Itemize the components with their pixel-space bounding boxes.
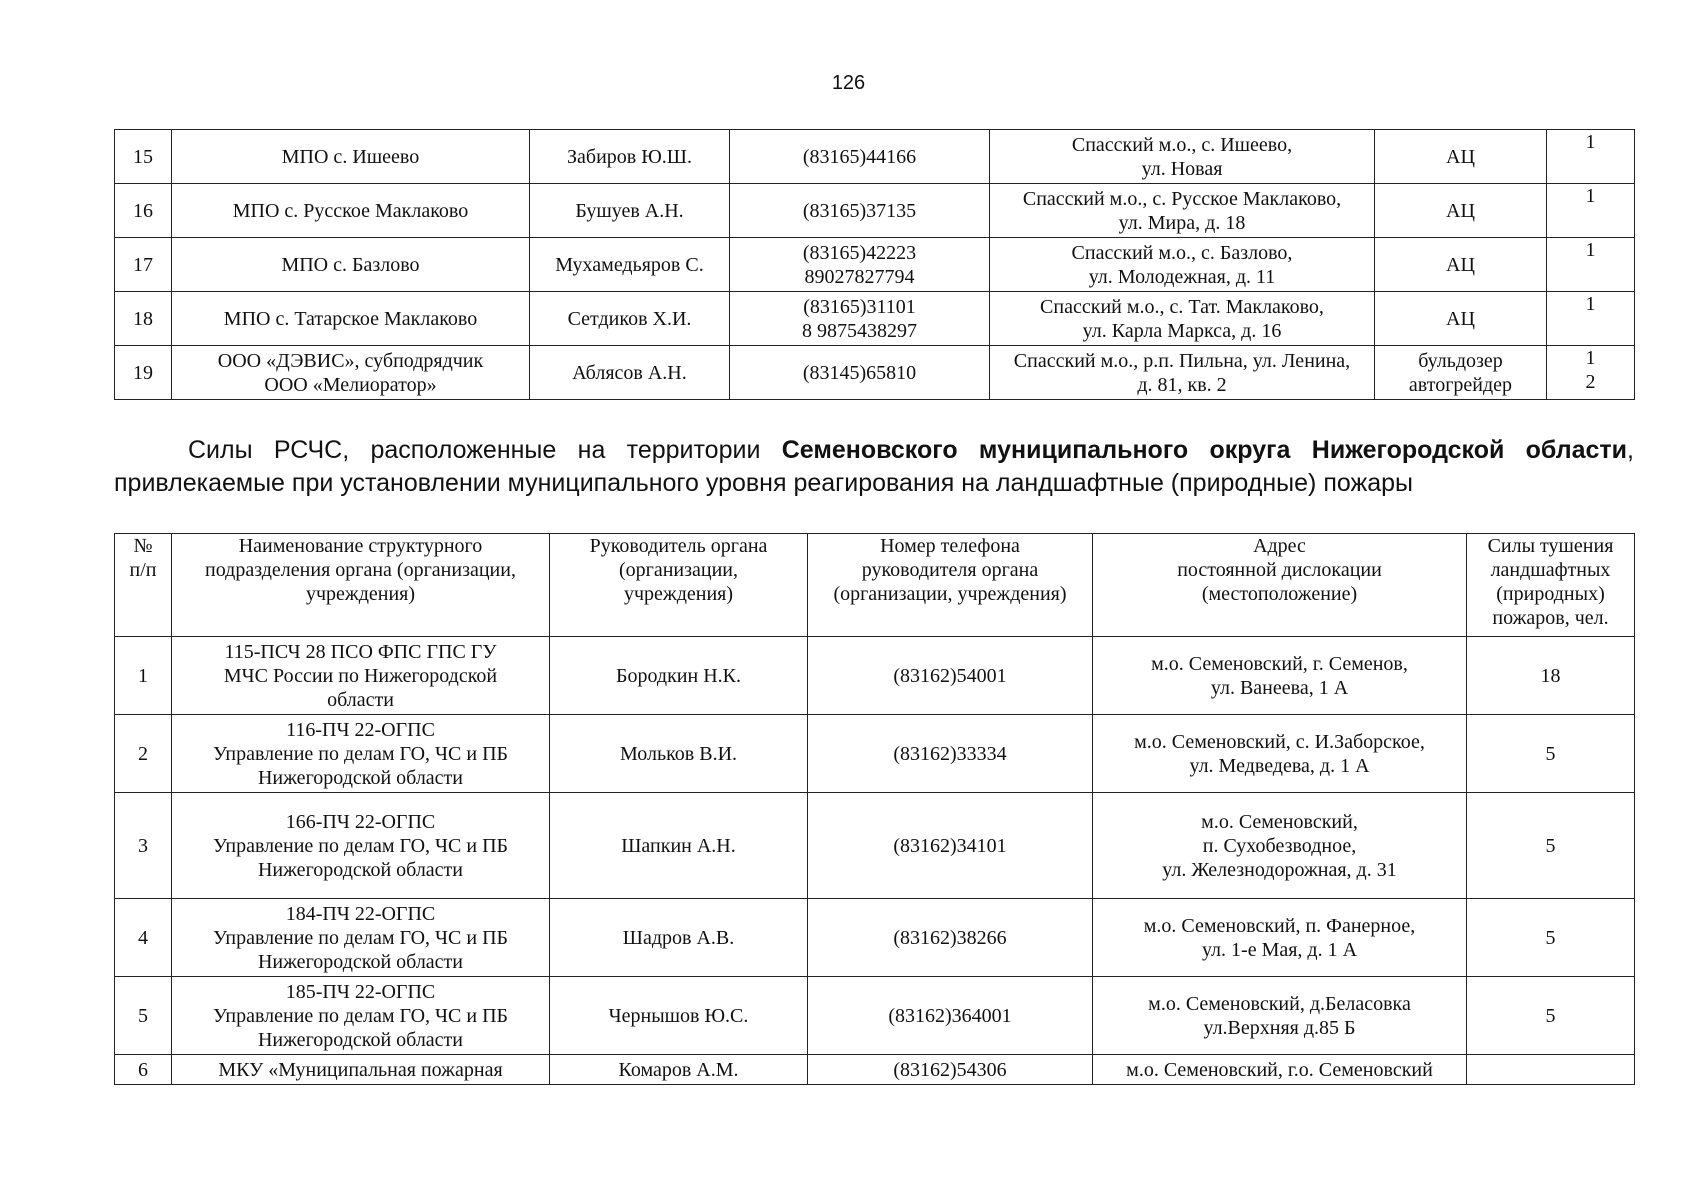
head-name: Шапкин А.Н. <box>550 793 808 899</box>
head-name: Бушуев А.Н. <box>530 184 730 238</box>
row-number: 1 <box>115 637 172 715</box>
address: м.о. Семеновский, п. Сухобезводное, ул. Железнодорожная, д. 31 <box>1093 793 1467 899</box>
address: м.о. Семеновский, с. И.Заборское, ул. Медведева, д. 1 А <box>1093 715 1467 793</box>
phone: (83162)364001 <box>808 977 1093 1055</box>
equipment: АЦ <box>1375 238 1547 292</box>
phone: (83165)37135 <box>730 184 990 238</box>
head-name: Чернышов Ю.С. <box>550 977 808 1055</box>
col-header-forces: Силы тушения ландшафтных (природных) пожаров, чел. <box>1467 534 1635 637</box>
phone: (83162)33334 <box>808 715 1093 793</box>
phone: (83145)65810 <box>730 346 990 400</box>
head-name: Мухамедьяров С. <box>530 238 730 292</box>
address: Спасский м.о., с. Базлово, ул. Молодежная, д. 11 <box>990 238 1375 292</box>
heading-text-start: Силы РСЧС, расположенные на территории <box>188 436 782 464</box>
row-number: 16 <box>115 184 172 238</box>
equipment: АЦ <box>1375 130 1547 184</box>
forces: 5 <box>1467 715 1635 793</box>
quantity: 1 <box>1547 292 1635 346</box>
org-name: ООО «ДЭВИС», субподрядчик ООО «Мелиоратор» <box>172 346 530 400</box>
head-name: Шадров А.В. <box>550 899 808 977</box>
table-row <box>115 715 1635 793</box>
forces: 5 <box>1467 793 1635 899</box>
col-header-phone: Номер телефона руководителя органа (организации, учреждения) <box>808 534 1093 637</box>
org-name: МПО с. Татарское Маклаково <box>172 292 530 346</box>
org-name: 116-ПЧ 22-ОГПС Управление по делам ГО, ЧС и ПБ Нижегородской области <box>172 715 550 793</box>
row-number: 4 <box>115 899 172 977</box>
phone: (83162)38266 <box>808 899 1093 977</box>
table-row <box>115 238 1635 292</box>
phone: (83162)34101 <box>808 793 1093 899</box>
address: Спасский м.о., с. Тат. Маклаково, ул. Карла Маркса, д. 16 <box>990 292 1375 346</box>
forces <box>1467 1055 1635 1085</box>
table-header-row <box>115 534 1635 637</box>
address: м.о. Семеновский, д.Беласовка ул.Верхняя д.85 Б <box>1093 977 1467 1055</box>
equipment: АЦ <box>1375 184 1547 238</box>
col-header-number: № п/п <box>115 534 172 637</box>
heading-text-end: , привлекаемые при установлении муниципального уровня реагирования на ландшафтные (природные) пожары <box>114 436 1634 497</box>
head-name: Мольков В.И. <box>550 715 808 793</box>
rschs-table-semenovsky <box>114 533 1635 1085</box>
address: Спасский м.о., р.п. Пильна, ул. Ленина, д. 81, кв. 2 <box>990 346 1375 400</box>
row-number: 3 <box>115 793 172 899</box>
head-name: Комаров А.М. <box>550 1055 808 1085</box>
col-header-org: Наименование структурного подразделения органа (организации, учреждения) <box>172 534 550 637</box>
org-name: 185-ПЧ 22-ОГПС Управление по делам ГО, ЧС и ПБ Нижегородской области <box>172 977 550 1055</box>
org-name: 115-ПСЧ 28 ПСО ФПС ГПС ГУ МЧС России по Нижегородской области <box>172 637 550 715</box>
table-row <box>115 346 1635 400</box>
phone: (83165)31101 8 9875438297 <box>730 292 990 346</box>
table-row <box>115 292 1635 346</box>
row-number: 17 <box>115 238 172 292</box>
table-row <box>115 637 1635 715</box>
forces: 18 <box>1467 637 1635 715</box>
quantity: 1 2 <box>1547 346 1635 400</box>
equipment: АЦ <box>1375 292 1547 346</box>
org-name: МКУ «Муниципальная пожарная <box>172 1055 550 1085</box>
phone: (83162)54001 <box>808 637 1093 715</box>
org-name: МПО с. Базлово <box>172 238 530 292</box>
org-name: МПО с. Русское Маклаково <box>172 184 530 238</box>
heading-bold-district: Семеновского муниципального округа Нижегородской области <box>781 436 1628 464</box>
rschs-table-spassky <box>114 129 1635 400</box>
row-number: 19 <box>115 346 172 400</box>
head-name: Сетдиков Х.И. <box>530 292 730 346</box>
table-row <box>115 1055 1635 1085</box>
quantity: 1 <box>1547 130 1635 184</box>
forces: 5 <box>1467 977 1635 1055</box>
head-name: Аблясов А.Н. <box>530 346 730 400</box>
address: Спасский м.о., с. Ишеево, ул. Новая <box>990 130 1375 184</box>
row-number: 5 <box>115 977 172 1055</box>
table-row <box>115 977 1635 1055</box>
row-number: 6 <box>115 1055 172 1085</box>
col-header-head: Руководитель органа (организации, учреждения) <box>550 534 808 637</box>
address: Спасский м.о., с. Русское Маклаково, ул. Мира, д. 18 <box>990 184 1375 238</box>
phone: (83165)42223 89027827794 <box>730 238 990 292</box>
org-name: МПО с. Ишеево <box>172 130 530 184</box>
table-row <box>115 899 1635 977</box>
row-number: 18 <box>115 292 172 346</box>
address: м.о. Семеновский, г. Семенов, ул. Ванеева, 1 А <box>1093 637 1467 715</box>
col-header-address: Адрес постоянной дислокации (местоположение) <box>1093 534 1467 637</box>
address: м.о. Семеновский, п. Фанерное, ул. 1-е Мая, д. 1 А <box>1093 899 1467 977</box>
row-number: 2 <box>115 715 172 793</box>
equipment: бульдозер автогрейдер <box>1375 346 1547 400</box>
quantity: 1 <box>1547 184 1635 238</box>
forces: 5 <box>1467 899 1635 977</box>
section-heading <box>114 434 1634 500</box>
org-name: 184-ПЧ 22-ОГПС Управление по делам ГО, ЧС и ПБ Нижегородской области <box>172 899 550 977</box>
head-name: Бородкин Н.К. <box>550 637 808 715</box>
table-row <box>115 793 1635 899</box>
address: м.о. Семеновский, г.о. Семеновский <box>1093 1055 1467 1085</box>
table-row <box>115 184 1635 238</box>
phone: (83162)54306 <box>808 1055 1093 1085</box>
org-name: 166-ПЧ 22-ОГПС Управление по делам ГО, ЧС и ПБ Нижегородской области <box>172 793 550 899</box>
quantity: 1 <box>1547 238 1635 292</box>
table-row <box>115 130 1635 184</box>
row-number: 15 <box>115 130 172 184</box>
phone: (83165)44166 <box>730 130 990 184</box>
page-number: 126 <box>831 72 866 94</box>
head-name: Забиров Ю.Ш. <box>530 130 730 184</box>
